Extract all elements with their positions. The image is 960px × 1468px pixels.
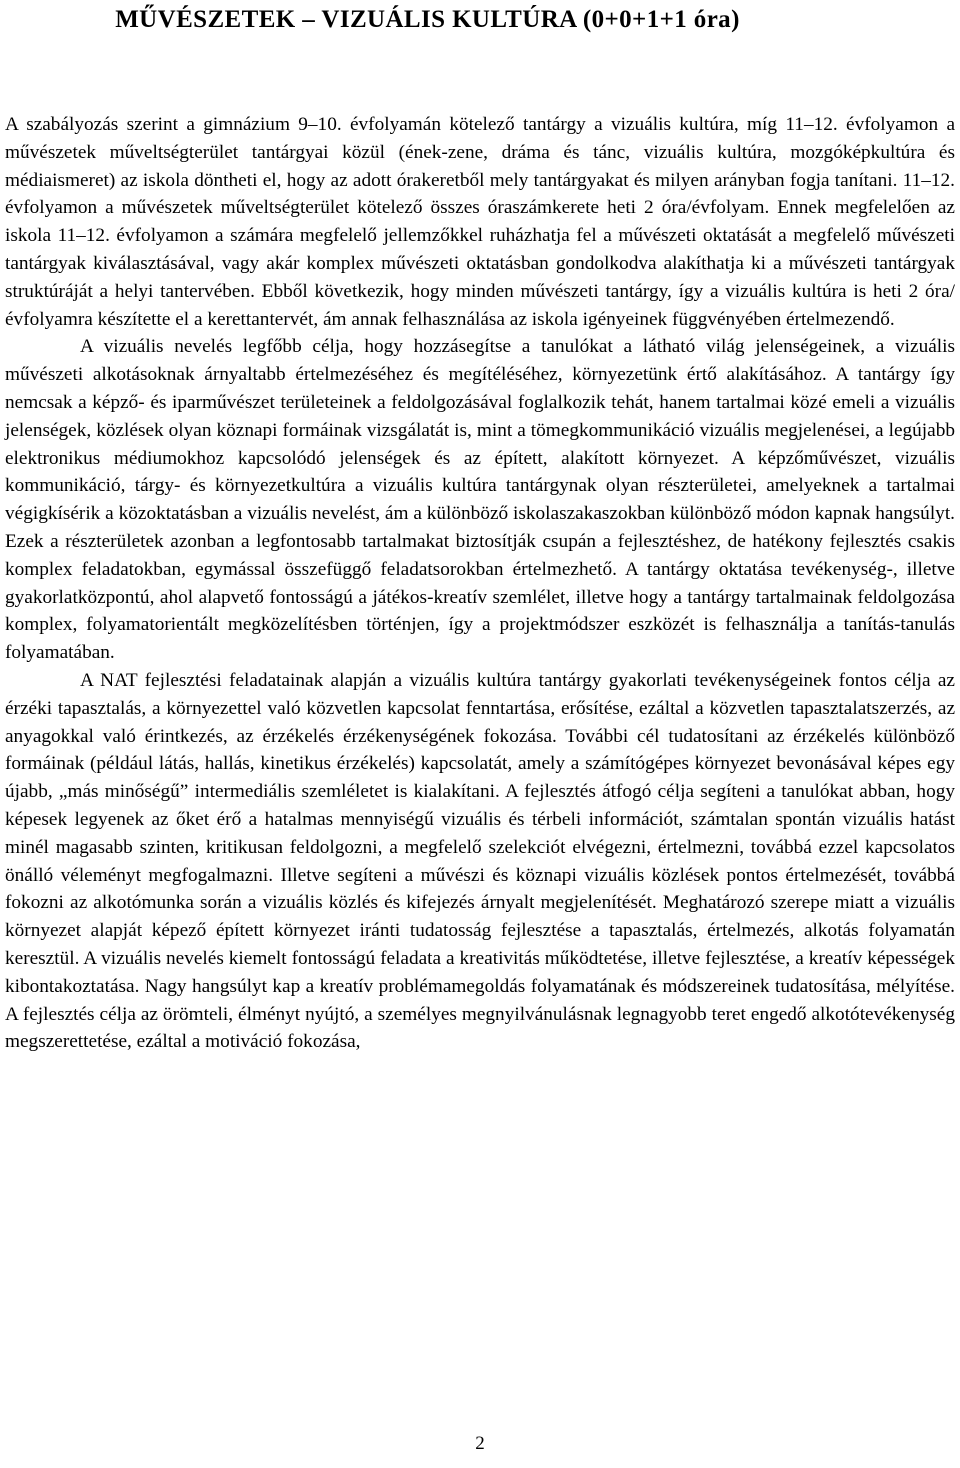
page-title: MŰVÉSZETEK – VIZUÁLIS KULTÚRA (0+0+1+1 óra) xyxy=(115,6,740,33)
paragraph-nat-development-tasks: A NAT fejlesztési feladatainak alapján a vizuális kultúra tantárgy gyakorlati tevékenységeinek fontos célja az érzéki tapasztalás, a környezettel való közvetlen kapcsolat fenntartása, erősítése, ezáltal a közvetlen tapasztalatszerzés, az anyagokkal való érintkezés, az érzékelés érzékenységének fokozása. További cél tudatosítani az érzékelés különböző formáinak (például látás, hallás, kinetikus érzékelés) kapcsolatát, amely a számítógépes környezet bevonásával képes egy újabb, „más minőségű” intermediális szemléletet is kialakítani. A fejlesztés átfogó célja segíteni a tanulókat abban, hogy képesek legyenek az őket érő a hatalmas mennyiségű vizuális és térbeli információt, számtalan spontán vizuális hatást minél magasabb szinten, kritikusan feldolgozni, a megfelelő szelekciót elvégezni, értelmezni, továbbá ezzel kapcsolatos önálló véleményt megfogalmazni. Illetve segíteni a művészi és köznapi vizuális közlések pontos értelmezését, továbbá fokozni az alkotómunka során a vizuális közlés és kifejezés árnyalt megjelenítését. Meghatározó szerepe miatt a vizuális környezet alapját képező épített környezet iránti tudatosság fejlesztése a tapasztalás, értelmezés, alkotás folyamatán keresztül. A vizuális nevelés kiemelt fontosságú feladata a kreativitás működtetése, illetve fejlesztése, a kreatív képességek kibontakoztatása. Nagy hangsúlyt kap a kreatív problémamegoldás folyamatának és módszereinek tudatosítása, mélyítése. A fejlesztés célja az örömteli, élményt nyújtó, a személyes megnyilvánulásnak legnagyobb teret engedő alkotótevékenység megszerettetése, ezáltal a motiváció fokozása, xyxy=(5,669,955,1053)
page-number: 2 xyxy=(475,1433,485,1454)
paragraph-intro: A szabályozás szerint a gimnázium 9–10. évfolyamán kötelező tantárgy a vizuális kultúra, míg 11–12. évfolyamon a művészetek műveltségterület tantárgyai közül (ének-zene, dráma és tánc, vizuális kultúra, mozgóképkultúra és médiaismeret) az iskola döntheti el, hogy az adott órakeretből mely tantárgyakat és milyen arányban fogja tanítani. 11–12. évfolyamon a művészetek műveltségterület kötelező összes óraszámkerete heti 2 óra/évfolyam. Ennek megfelelően az iskola 11–12. évfolyamon a számára megfelelő jellemzőkkel ruházhatja fel a művészeti oktatását a megfelelő művészeti tantárgyak kiválasztásával, vagy akár komplex művészeti oktatásban gondolkodva alakíthatja ki a művészeti tantárgyak struktúráját a helyi tantervében. Ebből következik, hogy minden művészeti tantárgy, így a vizuális kultúra is heti 2 óra/évfolyamra készítette el a kerettantervét, ám annak felhasználása az iskola igényeinek függvényében értelmezendő. xyxy=(5,114,955,330)
document-body xyxy=(5,111,955,1056)
paragraph-visual-education-goal: A vizuális nevelés legfőbb célja, hogy hozzásegítse a tanulókat a látható világ jelenségeinek, a vizuális művészeti alkotásoknak árnyaltabb értelmezéséhez és megítéléséhez, környezetünk értő alakításához. A tantárgy így nemcsak a képző- és iparművészet területeinek a feldolgozásával foglalkozik tehát, hanem tartalmai közé emeli a vizuális jelenségek, közlések olyan köznapi formáinak vizsgálatát is, mint a tömegkommunikáció vizuális megjelenései, a legújabb elektronikus médiumokhoz kapcsolódó jelenségek és az épített, alakított környezet. A képzőművészet, vizuális kommunikáció, tárgy- és környezetkultúra a vizuális kultúra tantárgynak olyan részterületei, amelyeknek a tartalmai végigkísérik a közoktatásban a vizuális nevelést, ám a különböző iskolaszakaszokban különböző módon kapnak hangsúlyt. Ezek a részterületek azonban a legfontosabb tartalmakat biztosítják csupán a fejlesztéshez, de hatékony fejlesztés csakis komplex feladatokban, egymással összefüggő feladatsorokban értelmezhető. A tantárgy oktatása tevékenység-, illetve gyakorlatközpontú, ahol alapvető fontosságú a játékos-kreatív szemlélet, illetve hogy a tantárgy tartalmainak feldolgozása komplex, folyamatorientált megközelítésben történjen, így a projektmódszer eszközét is felhasználja a tanítás-tanulás folyamatában. xyxy=(5,336,955,664)
